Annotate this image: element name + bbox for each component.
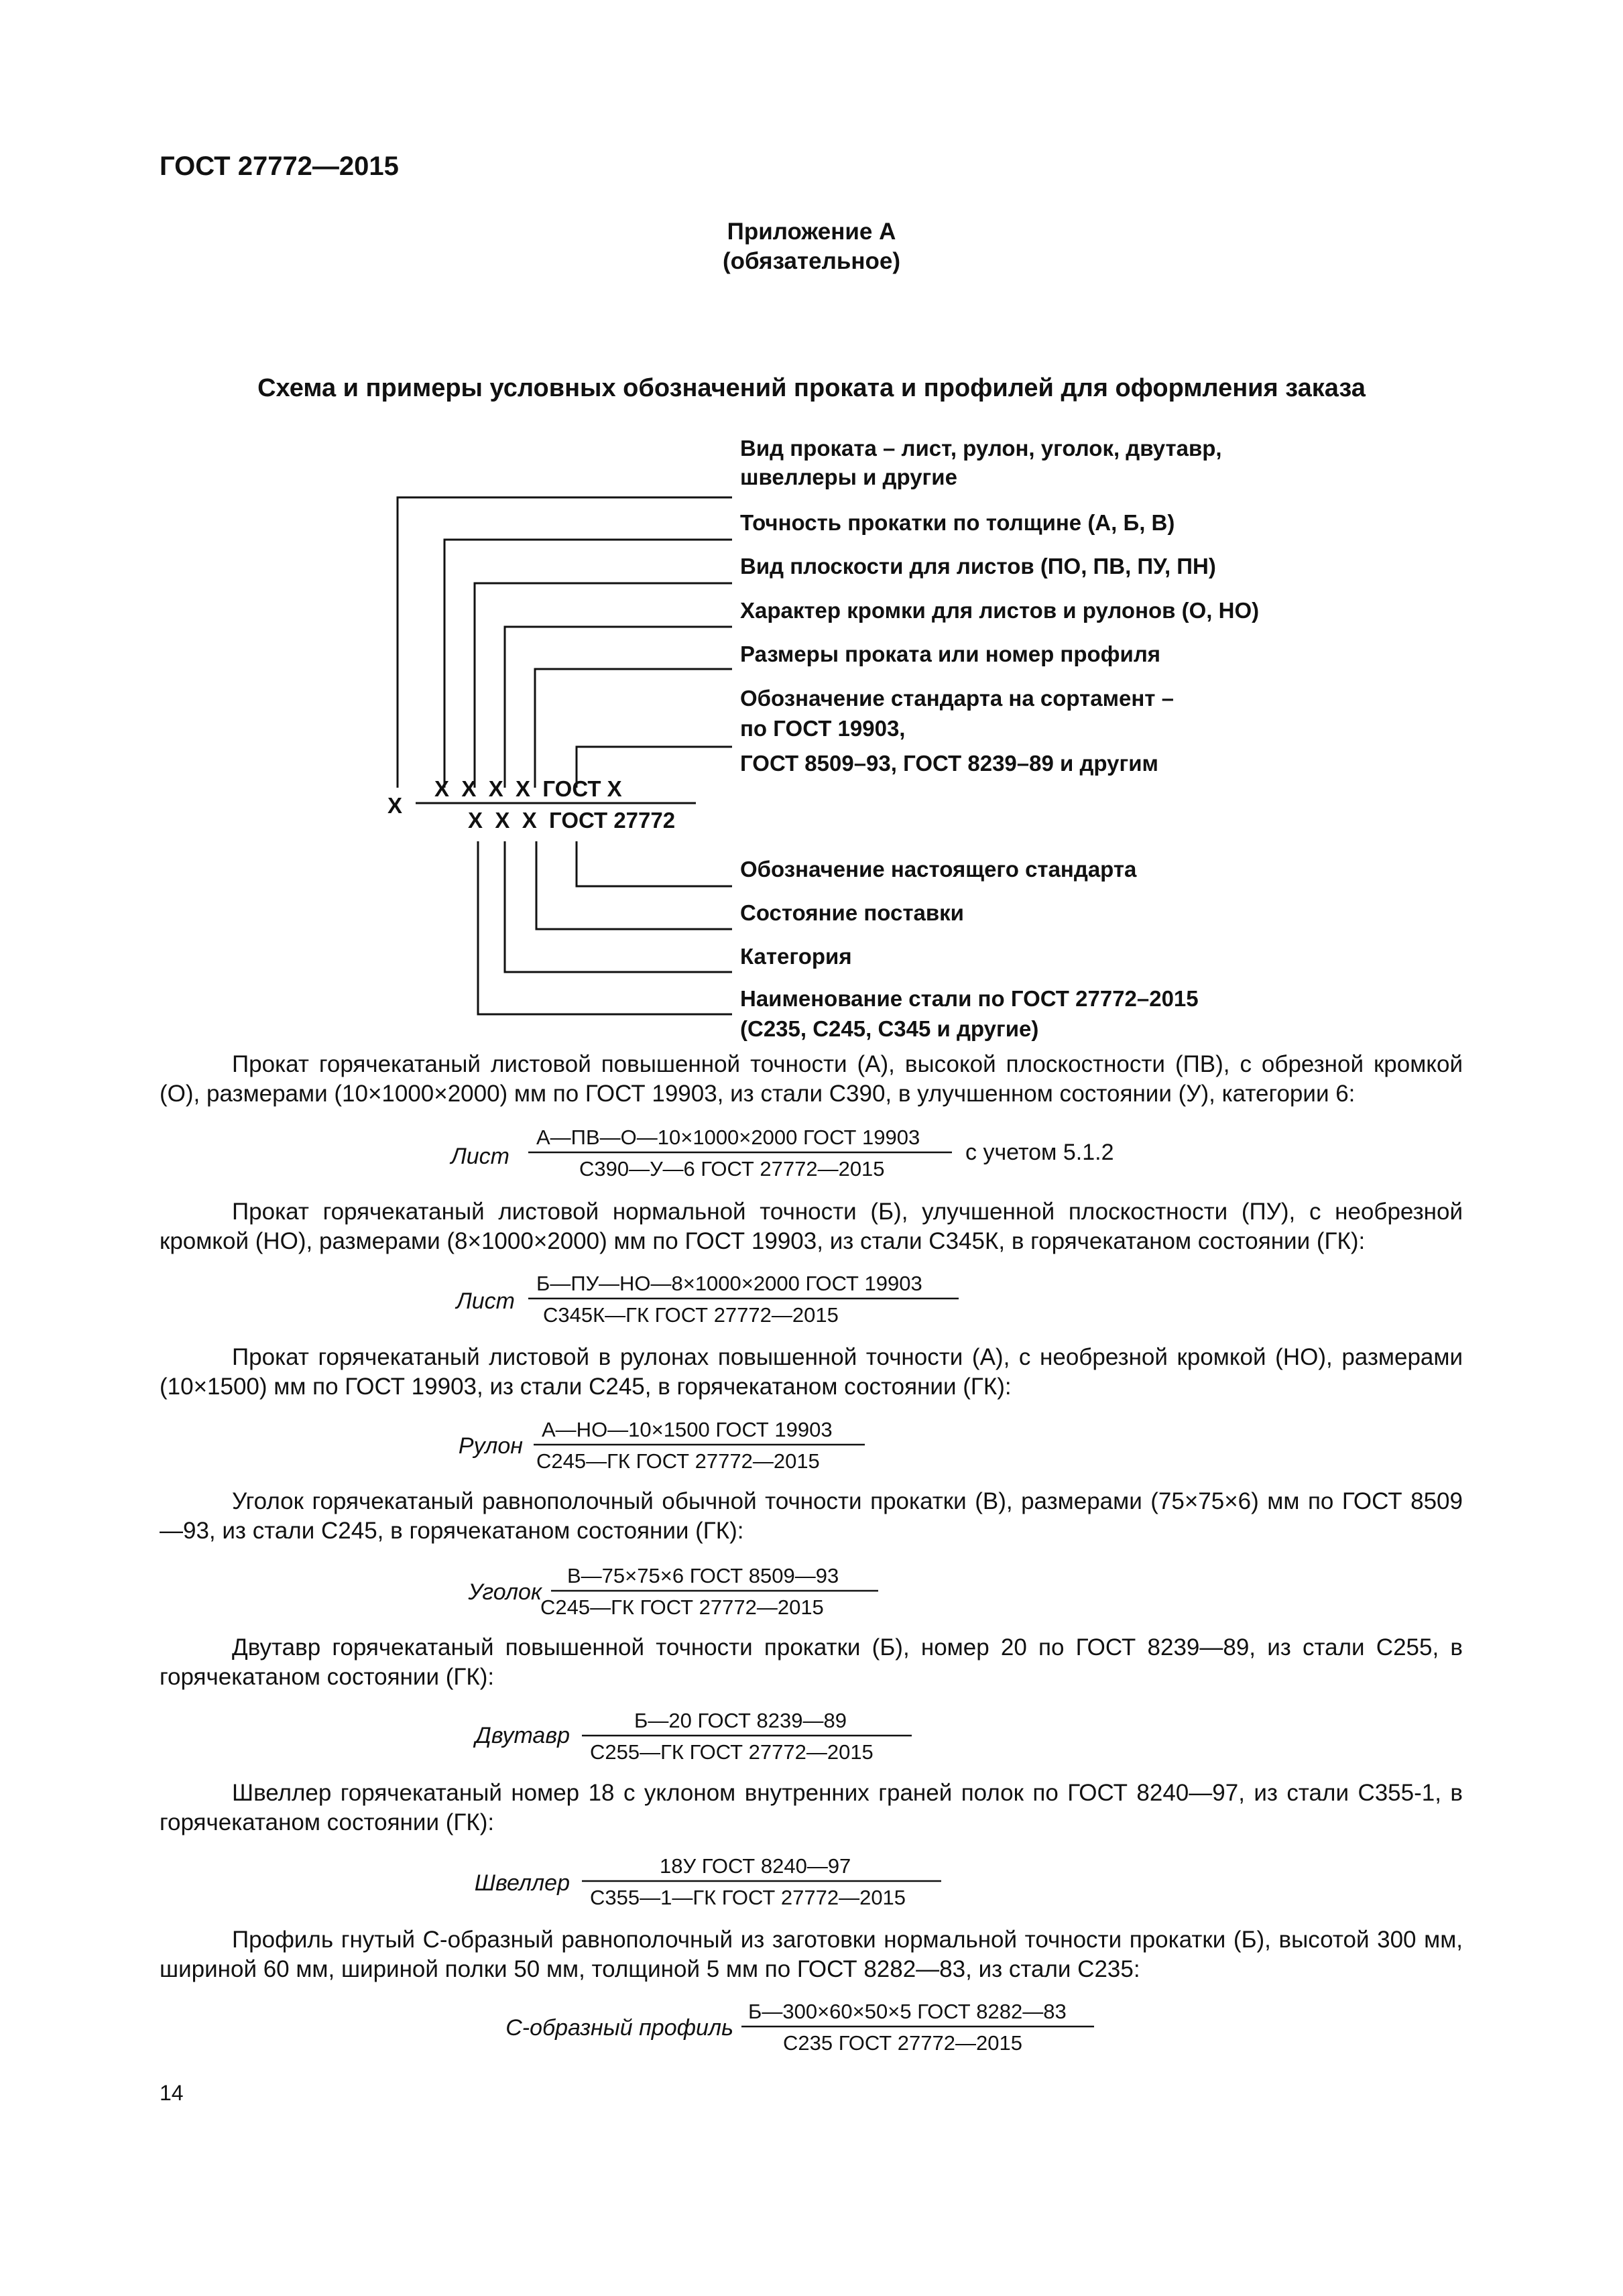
example-name: Лист	[450, 1144, 509, 1169]
example-denominator: С245—ГК ГОСТ 27772—2015	[540, 1595, 824, 1619]
example-numerator: Б—ПУ—НО—8×1000×2000 ГОСТ 19903	[536, 1272, 922, 1295]
example-name: С-образный профиль	[505, 2015, 733, 2041]
example-name: Рулон	[458, 1433, 523, 1459]
example-numerator: Б—20 ГОСТ 8239—89	[634, 1709, 847, 1732]
example-description: Уголок горячекатаный равнополочный обычной точности прокатки (В), размерами (75×75×6) мм по ГОСТ 8509—93, из стали С245, в горячекатаном состоянии (ГК):	[160, 1488, 1463, 1544]
label-accuracy: Точность прокатки по толщине (А, Б, В)	[740, 510, 1175, 535]
example-numerator: А—НО—10×1500 ГОСТ 19903	[542, 1418, 833, 1441]
standard-header: ГОСТ 27772—2015	[160, 152, 399, 181]
example-numerator: А—ПВ—О—10×1000×2000 ГОСТ 19903	[536, 1126, 920, 1149]
section-title: Схема и примеры условных обозначений проката и профилей для оформления заказа	[257, 374, 1366, 402]
label-delivery-state: Состояние поставки	[740, 900, 964, 925]
example-denominator: С355—1—ГК ГОСТ 27772—2015	[590, 1886, 906, 1909]
example-numerator: 18У ГОСТ 8240—97	[660, 1854, 851, 1878]
example-numerator: В—75×75×6 ГОСТ 8509—93	[567, 1564, 839, 1587]
example-description: Прокат горячекатаный листовой нормальной точности (Б), улучшенной плоскостности (ПУ), с необрезной кромкой (НО), размерами (8×1000×2000) мм по ГОСТ 19903, из стали С345К, в горячекатаном состоянии (ГК):	[160, 1199, 1463, 1254]
appendix-status: (обязательное)	[722, 248, 900, 274]
example-numerator: Б—300×60×50×5 ГОСТ 8282—83	[748, 2000, 1067, 2023]
label-rolled-type-cont: швеллеры и другие	[740, 465, 957, 489]
example-description: Двутавр горячекатаный повышенной точности прокатки (Б), номер 20 по ГОСТ 8239—89, из стали С255, в горячекатаном состоянии (ГК):	[160, 1634, 1463, 1690]
label-sortament: Обозначение стандарта на сортамент –	[740, 686, 1174, 711]
label-edge: Характер кромки для листов и рулонов (О, НО)	[740, 598, 1260, 623]
scheme-numerator: Х Х Х Х ГОСТ Х	[434, 776, 622, 801]
example-denominator: С235 ГОСТ 27772—2015	[783, 2031, 1022, 2055]
label-rolled-type: Вид проката – лист, рулон, уголок, двутавр,	[740, 436, 1222, 461]
label-sortament-cont: по ГОСТ 19903,	[740, 716, 906, 741]
example-description: Прокат горячекатаный листовой в рулонах повышенной точности (А), с необрезной кромкой (НО), размерами (10×1500) мм по ГОСТ 19903, из стали С245, в горячекатаном состоянии (ГК):	[160, 1344, 1463, 1400]
page-number: 14	[160, 2081, 184, 2105]
example-name: Лист	[456, 1288, 515, 1314]
example-denominator: С390—У—6 ГОСТ 27772—2015	[579, 1157, 885, 1181]
example-denominator: С245—ГК ГОСТ 27772—2015	[536, 1449, 820, 1473]
label-dimensions: Размеры проката или номер профиля	[740, 642, 1161, 666]
example-denominator: С255—ГК ГОСТ 27772—2015	[590, 1740, 874, 1764]
scheme-prefix: Х	[387, 793, 403, 818]
example-name: Уголок	[468, 1579, 542, 1605]
example-name: Швеллер	[474, 1870, 570, 1896]
label-steel-name-cont: (С235, С245, С345 и другие)	[740, 1016, 1039, 1041]
label-category: Категория	[740, 944, 852, 969]
example-description: Прокат горячекатаный листовой повышенной точности (А), высокой плоскостности (ПВ), с обрезной кромкой (О), размерами (10×1000×2000) мм по ГОСТ 19903, из стали С390, в улучшенном состоянии (У), категории 6:	[160, 1051, 1463, 1107]
example-name: Двутавр	[475, 1723, 570, 1748]
label-this-standard: Обозначение настоящего стандарта	[740, 857, 1137, 882]
label-steel-name: Наименование стали по ГОСТ 27772–2015	[740, 986, 1199, 1011]
example-description: Профиль гнутый С-образный равнополочный из заготовки нормальной точности прокатки (Б), высотой 300 мм, шириной 60 мм, шириной полки 50 мм, толщиной 5 мм по ГОСТ 8282—83, из стали С235:	[160, 1927, 1463, 1982]
example-denominator: С345К—ГК ГОСТ 27772—2015	[543, 1303, 839, 1327]
scheme-denominator: Х Х Х ГОСТ 27772	[468, 808, 676, 833]
label-flatness: Вид плоскости для листов (ПО, ПВ, ПУ, ПН)	[740, 554, 1216, 579]
label-sortament-list: ГОСТ 8509–93, ГОСТ 8239–89 и другим	[740, 751, 1158, 776]
example-description: Швеллер горячекатаный номер 18 с уклоном внутренних граней полок по ГОСТ 8240—97, из стали С355-1, в горячекатаном состоянии (ГК):	[160, 1780, 1463, 1835]
appendix-title: Приложение А	[727, 219, 896, 245]
example-suffix: с учетом 5.1.2	[965, 1140, 1114, 1165]
